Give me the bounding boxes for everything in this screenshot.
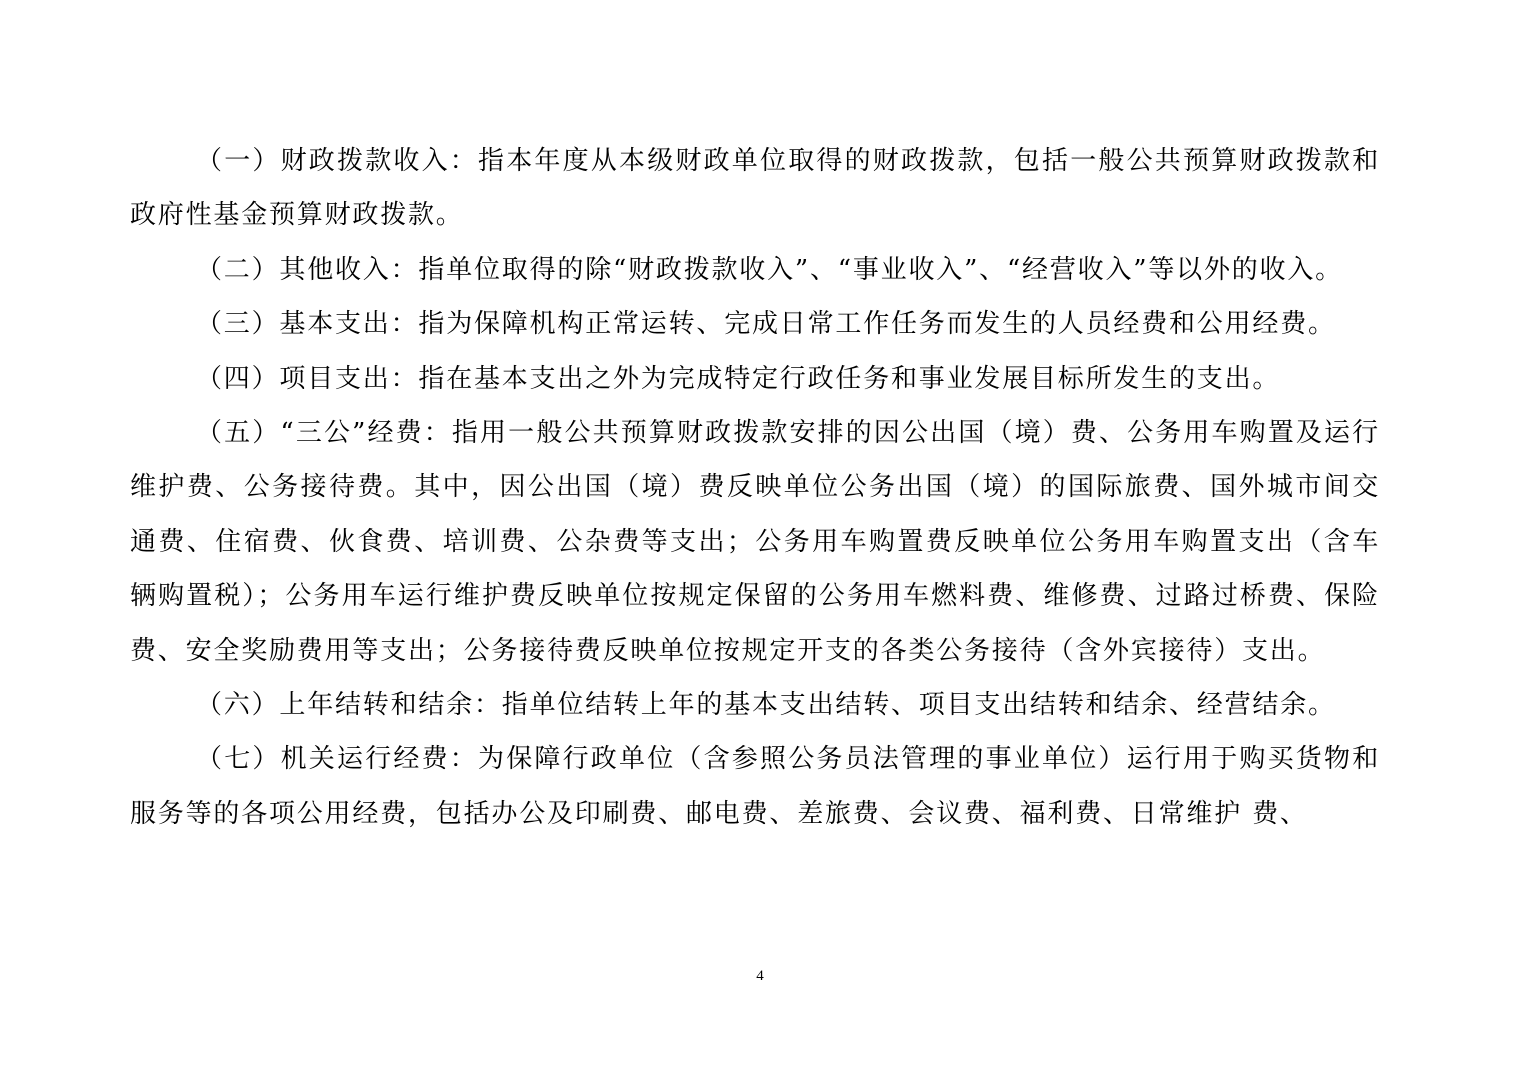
- paragraph-project-expenditure: （四）项目支出：指在基本支出之外为完成特定行政任务和事业发展目标所发生的支出。: [196, 363, 1281, 394]
- paragraph-three-public-expenses: （五）“三公”经费：指用一般公共预算财政拨款安排的因公出国（境）费、公务用车购置及运行维护费、公务接待费。其中，因公出国（境）费反映单位公务出国（境）的国际旅费、国外城市间交通费、住宿费、伙食费、培训费、公杂费等支出；公务用车购置费反映单位公务用车购置支出（含车辆购置税）；公务用车运行维护费反映单位按规定保留的公务用车燃料费、维修费、过路过桥费、保险费、安全奖励费用等支出；公务接待费反映单位按规定开支的各类公务接待（含外宾接待）支出。: [130, 418, 1380, 666]
- paragraph-agency-operating-expenses: （七）机关运行经费：为保障行政单位（含参照公务员法管理的事业单位）运行用于购买货物和服务等的各项公用经费，包括办公及印刷费、邮电费、差旅费、会议费、福利费、日常维护 费、: [130, 744, 1380, 829]
- document-body: [130, 134, 1380, 841]
- paragraph-basic-expenditure: （三）基本支出：指为保障机构正常运转、完成日常工作任务而发生的人员经费和公用经费。: [196, 309, 1336, 340]
- paragraph-prior-year-carryover: （六）上年结转和结余：指单位结转上年的基本支出结转、项目支出结转和结余、经营结余。: [196, 690, 1336, 721]
- page-number: 4: [756, 968, 764, 984]
- paragraph-fiscal-appropriation-income: （一）财政拨款收入：指本年度从本级财政单位取得的财政拨款，包括一般公共预算财政拨款和政府性基金预算财政拨款。: [130, 146, 1380, 231]
- paragraph-other-income: （二）其他收入：指单位取得的除“财政拨款收入”、“事业收入”、“经营收入”等以外的收入。: [196, 254, 1343, 285]
